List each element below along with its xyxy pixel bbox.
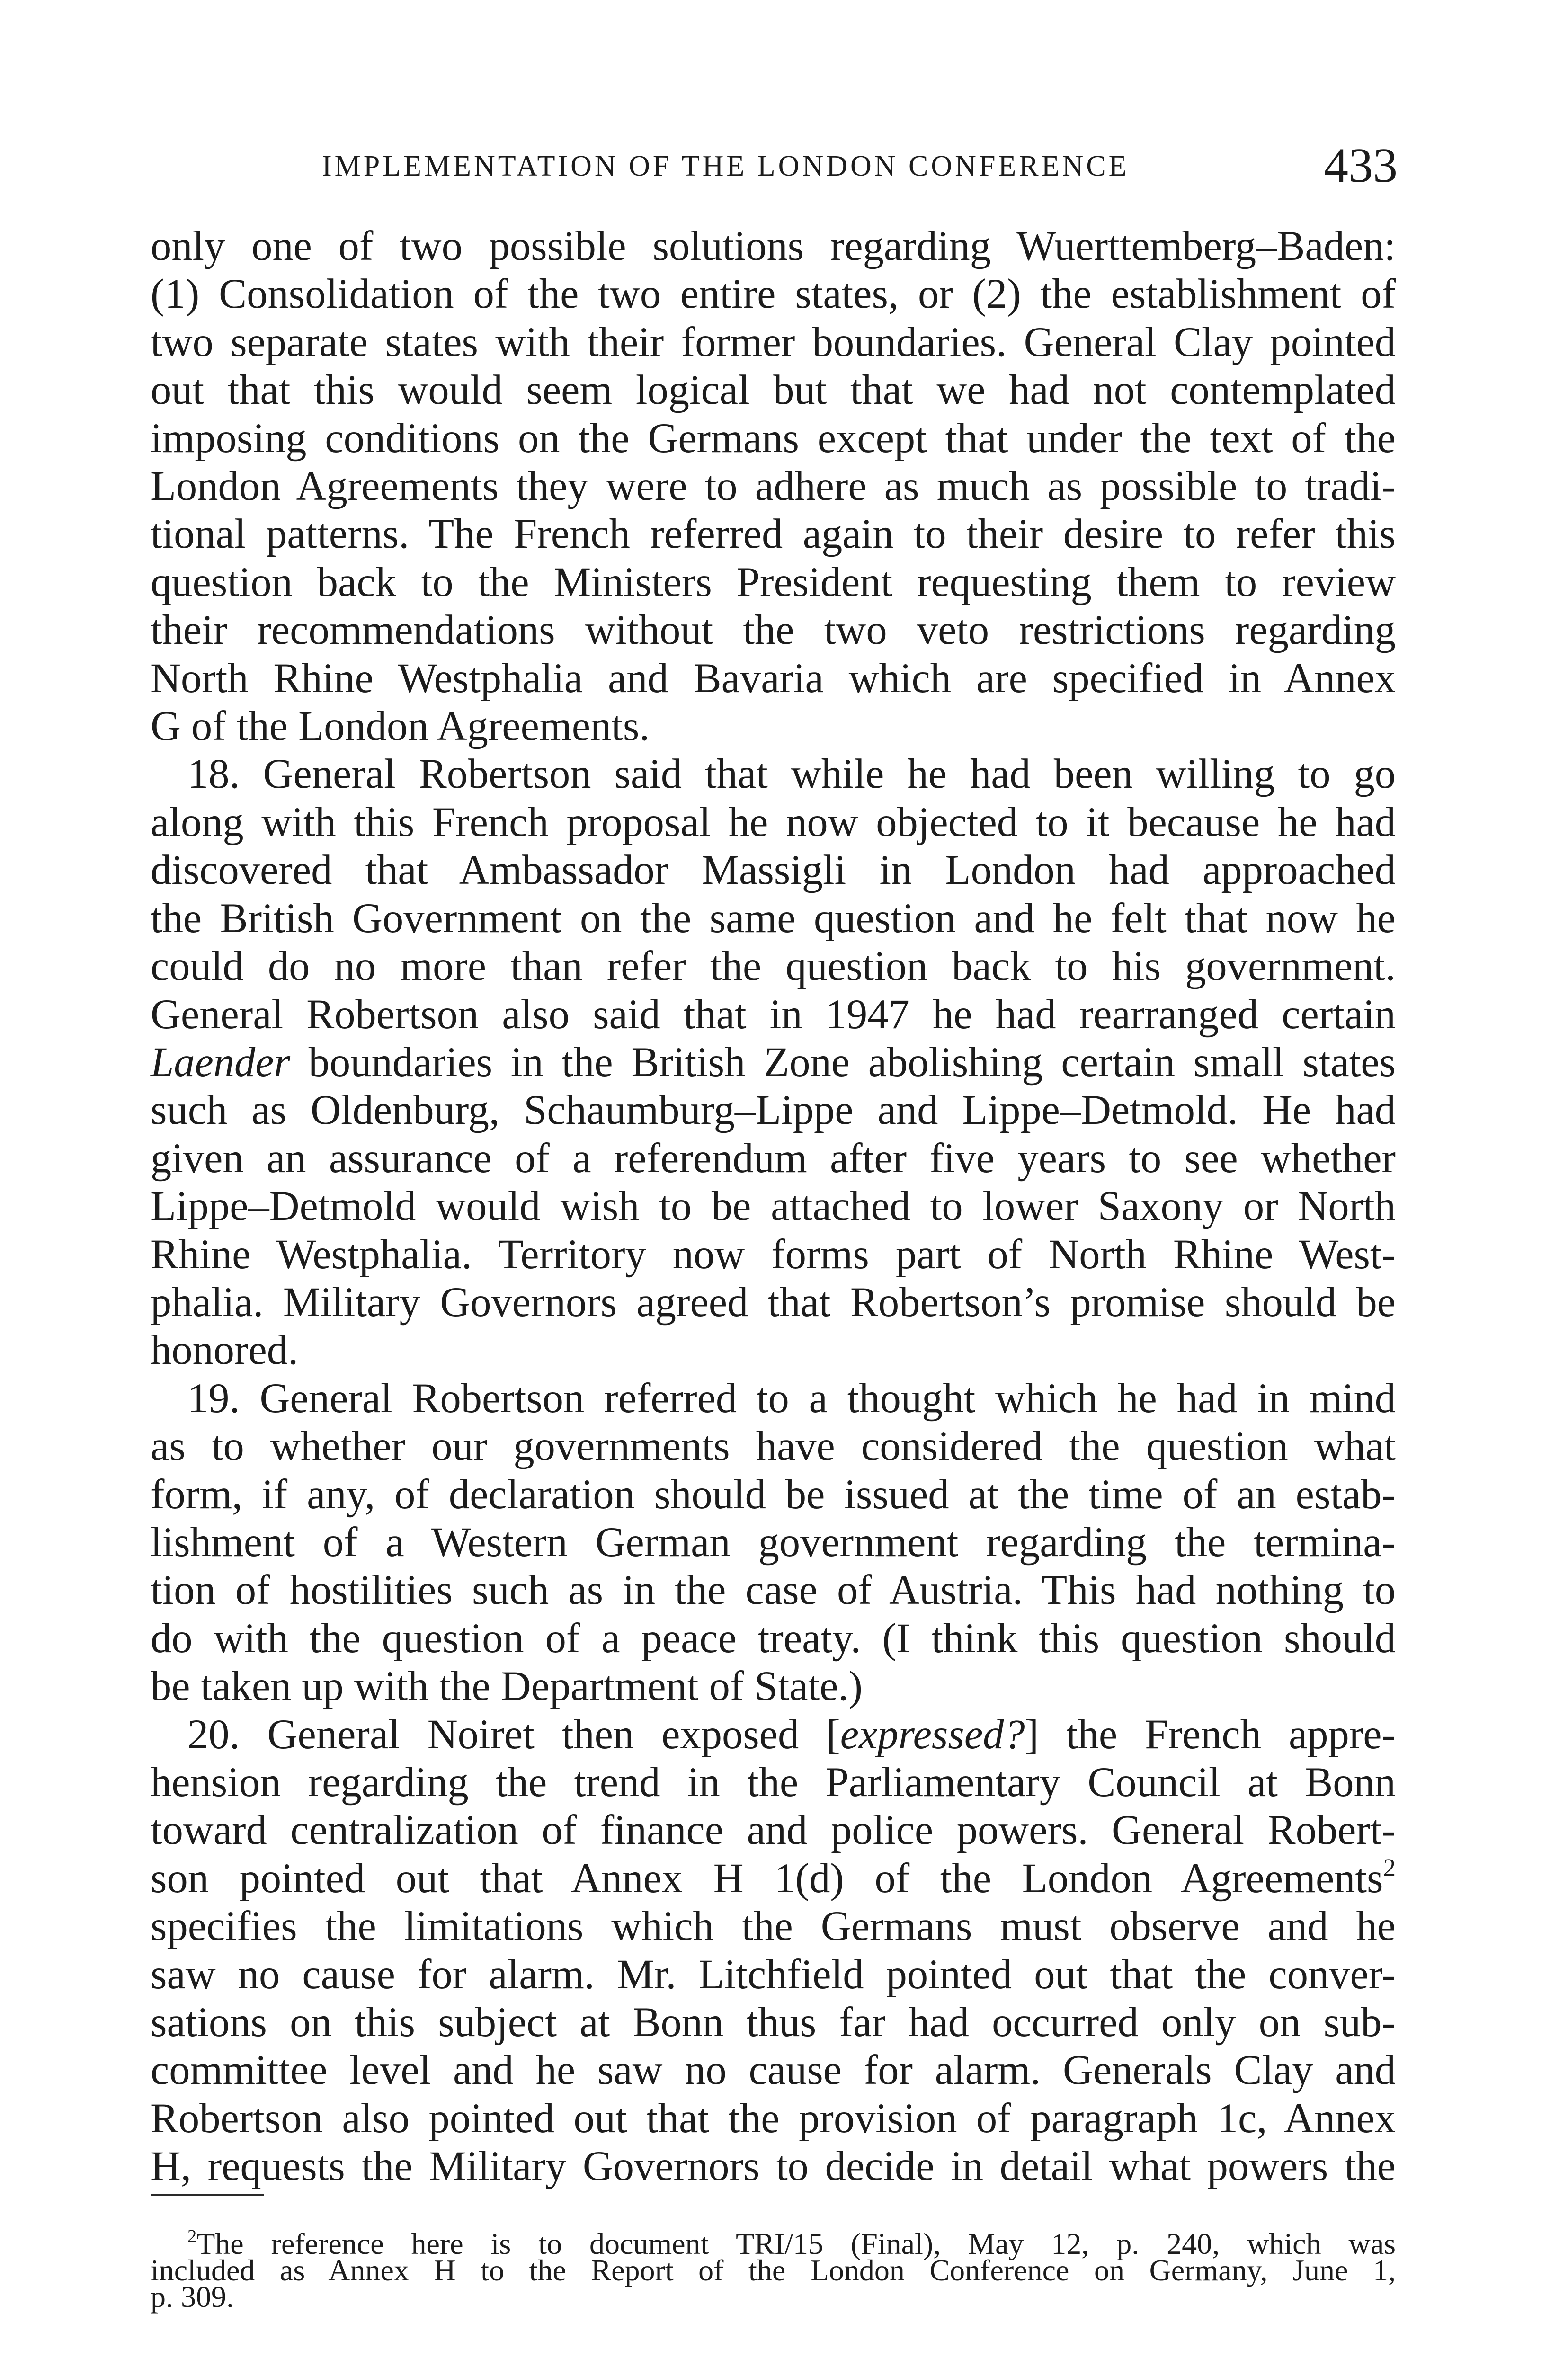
running-head <box>0 137 1568 194</box>
text-segment: ] the French appre- <box>1025 1711 1396 1758</box>
text-line: such as Oldenburg, Schaumburg–Lippe and Lippe–Detmold. He had <box>151 1087 1396 1134</box>
text-line: the British Government on the same question and he felt that now he <box>151 895 1396 942</box>
text-line: General Robertson also said that in 1947 he had rearranged certain <box>151 991 1396 1038</box>
italic-term: Laender <box>151 1039 290 1086</box>
text-line: 18. General Robertson said that while he had been willing to go <box>187 751 1396 798</box>
text-line: Lippe–Detmold would wish to be attached to lower Saxony or North <box>151 1183 1396 1230</box>
text-line: their recommendations without the two veto restrictions regarding <box>151 607 1396 654</box>
text-line: could do no more than refer the question back to his government. <box>151 943 1396 990</box>
text-line: question back to the Ministers President requesting them to review <box>151 559 1396 605</box>
text-segment: boundaries in the British Zone abolishing certain small states <box>308 1039 1396 1086</box>
text-line: 19. General Robertson referred to a thought which he had in mind <box>187 1375 1396 1422</box>
text-line: saw no cause for alarm. Mr. Litchfield pointed out that the conver- <box>151 1951 1396 1998</box>
page-number: 433 <box>1324 138 1398 193</box>
text-line: phalia. Military Governors agreed that Robertson’s promise should be <box>151 1279 1396 1326</box>
text-line: out that this would seem logical but that we had not contemplated <box>151 367 1396 414</box>
text-line <box>151 1711 1396 1759</box>
footnotes <box>151 2226 1396 2314</box>
text-line: tional patterns. The French referred again to their desire to refer this <box>151 511 1396 558</box>
text-line: tion of hostilities such as in the case of Austria. This had nothing to <box>151 1567 1396 1614</box>
text-line: hension regarding the trend in the Parliamentary Council at Bonn <box>151 1759 1396 1806</box>
text-line: Robertson also pointed out that the provision of paragraph 1c, Annex <box>151 2095 1396 2142</box>
body-text <box>151 222 1396 2191</box>
footnote-marker: 2 <box>187 2226 197 2247</box>
text-line: only one of two possible solutions regarding Wuerttemberg–Baden: <box>151 223 1396 269</box>
text-line: imposing conditions on the Germans except that under the text of the <box>151 415 1396 462</box>
text-line: be taken up with the Department of State.) <box>151 1663 863 1710</box>
text-line: sations on this subject at Bonn thus far had occurred only on sub- <box>151 1999 1396 2046</box>
running-title: IMPLEMENTATION OF THE LONDON CONFERENCE <box>322 150 1130 182</box>
text-line: (1) Consolidation of the two entire states, or (2) the establishment of <box>151 271 1396 318</box>
text-segment: The reference here is to document TRI/15 (Final), May 12, p. 240, which was <box>196 2227 1396 2260</box>
text-line: two separate states with their former boundaries. General Clay pointed <box>151 319 1396 365</box>
footnote-line: p. 309. <box>151 2280 234 2314</box>
footnote-line: included as Annex H to the Report of the London Conference on Germany, June 1, <box>151 2253 1396 2287</box>
text-line: G of the London Agreements. <box>151 703 650 750</box>
text-line: as to whether our governments have considered the question what <box>151 1423 1396 1470</box>
text-line: specifies the limitations which the Germans must observe and he <box>151 1903 1396 1950</box>
text-line: H, requests the Military Governors to decide in detail what powers the <box>151 2143 1396 2190</box>
text-segment: 20. General Noiret then exposed [ <box>187 1711 840 1758</box>
text-line: given an assurance of a referendum after five years to see whether <box>151 1135 1396 1182</box>
text-line: do with the question of a peace treaty. (I think this question should <box>151 1615 1396 1662</box>
footnote-rule <box>151 2194 264 2196</box>
text-line: toward centralization of finance and police powers. General Robert- <box>151 1807 1396 1854</box>
text-line: London Agreements they were to adhere as much as possible to tradi- <box>151 463 1396 510</box>
text-line: Rhine Westphalia. Territory now forms part of North Rhine West- <box>151 1231 1396 1278</box>
text-line <box>151 1855 1396 1903</box>
text-line: committee level and he saw no cause for alarm. Generals Clay and <box>151 2047 1396 2094</box>
text-line: along with this French proposal he now objected to it because he had <box>151 799 1396 845</box>
text-line <box>151 1039 1396 1086</box>
text-segment: son pointed out that Annex H 1(d) of the London Agreements <box>151 1855 1383 1902</box>
text-line: lishment of a Western German government regarding the termina- <box>151 1519 1396 1566</box>
footnote-reference[interactable]: 2 <box>1383 1854 1396 1882</box>
text-line: discovered that Ambassador Massigli in London had approached <box>151 847 1396 894</box>
text-line: North Rhine Westphalia and Bavaria which are specified in Annex <box>151 655 1396 702</box>
italic-term: expressed? <box>840 1711 1025 1758</box>
text-line: form, if any, of declaration should be issued at the time of an estab- <box>151 1471 1396 1518</box>
text-line: honored. <box>151 1327 299 1374</box>
